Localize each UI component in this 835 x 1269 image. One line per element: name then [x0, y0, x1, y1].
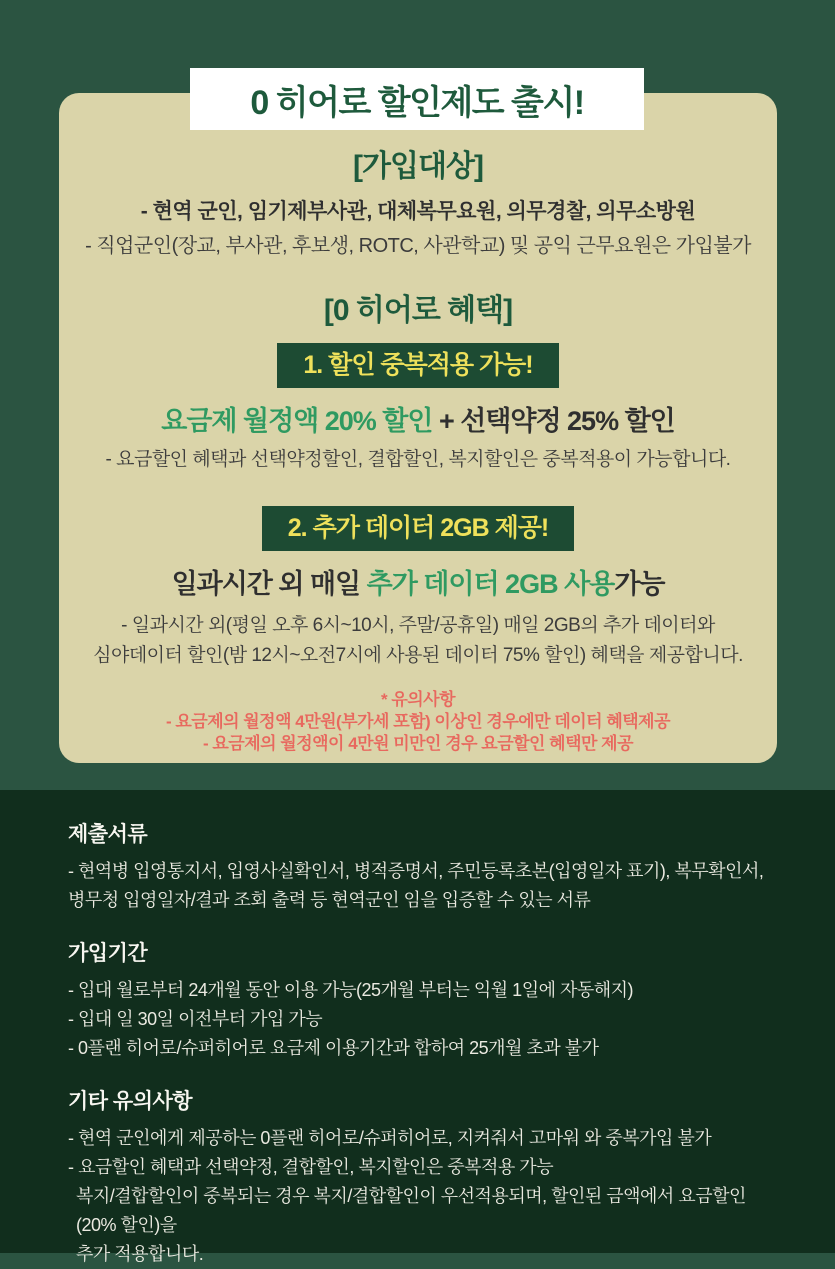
other-notes-line: 복지/결합할인이 중복되는 경우 복지/결합할인이 우선적용되며, 할인된 금액에서 요금할인(20% 할인)을 — [76, 1186, 746, 1235]
caution-title: * 유의사항 — [380, 690, 456, 709]
benefit2-note-line1: - 일과시간 외(평일 오후 6시~10시, 주말/공휴일) 매일 2GB의 추가 데이터와 — [121, 615, 715, 636]
benefit2-headline-prefix: 일과시간 외 매일 — [171, 569, 367, 599]
other-notes-line: - 현역 군인에게 제공하는 0플랜 히어로/슈퍼히어로, 지켜줘서 고마워 와 중복가입 불가 — [68, 1128, 712, 1148]
promo-card — [59, 93, 777, 763]
footer-section-other-notes — [68, 1087, 785, 1269]
benefit2-note-line2: 심야데이터 할인(밤 12시~오전7시에 사용된 데이터 75% 할인) 혜택을 제공합니다. — [93, 645, 743, 666]
benefit1-note: - 요금할인 혜택과 선택약정할인, 결합할인, 복지할인은 중복적용이 가능합니다. — [105, 449, 731, 470]
documents-heading: 제출서류 — [68, 823, 148, 846]
benefit2-headline — [59, 567, 777, 601]
benefits-heading: [0 히어로 혜택] — [323, 294, 513, 327]
eligibility-line-secondary: - 직업군인(장교, 부사관, 후보생, ROTC, 사관학교) 및 공익 근무요원은 가입불가 — [85, 235, 751, 257]
other-notes-heading: 기타 유의사항 — [68, 1090, 193, 1113]
documents-line: 병무청 입영일자/결과 조회 출력 등 현역군인 임을 입증할 수 있는 서류 — [68, 890, 591, 910]
benefit1-headline-green: 요금제 월정액 20% 할인 — [161, 406, 433, 436]
title-banner — [190, 68, 644, 130]
caution-line-1: - 요금제의 월정액 4만원(부가세 포함) 이상인 경우에만 데이터 혜택제공 — [165, 712, 671, 731]
footer-section-period — [68, 939, 785, 1063]
benefit1-headline — [59, 404, 777, 438]
footer-section-documents — [68, 820, 785, 915]
benefit2-note — [59, 611, 777, 671]
benefit1-badge-row — [59, 329, 777, 388]
eligibility-heading: [가입대상] — [353, 150, 483, 183]
banner-title: 0 히어로 할인제도 출시! — [250, 83, 584, 122]
period-line: - 입대 월로부터 24개월 동안 이용 가능(25개월 부터는 익월 1일에 자동해지) — [68, 980, 634, 1000]
other-notes-line: - 요금할인 혜택과 선택약정, 결합할인, 복지할인은 중복적용 가능 — [68, 1157, 554, 1177]
benefit2-headline-suffix: 가능 — [614, 569, 665, 599]
benefit1-headline-rest: + 선택약정 25% 할인 — [432, 406, 675, 436]
footer-section — [0, 790, 835, 1264]
caution-block — [59, 689, 777, 755]
benefit2-headline-green: 추가 데이터 2GB 사용 — [366, 569, 615, 599]
documents-line: - 현역병 입영통지서, 입영사실확인서, 병적증명서, 주민등록초본(입영일자 표기), 복무확인서, — [68, 861, 764, 881]
eligibility-line-primary: - 현역 군인, 임기제부사관, 대체복무요원, 의무경찰, 의무소방원 — [140, 200, 696, 223]
caution-line-2: - 요금제의 월정액이 4만원 미만인 경우 요금할인 혜택만 제공 — [202, 734, 634, 753]
period-line: - 입대 일 30일 이전부터 가입 가능 — [68, 1009, 323, 1029]
other-notes-line: 추가 적용합니다. — [76, 1244, 204, 1264]
period-line: - 0플랜 히어로/슈퍼히어로 요금제 이용기간과 합하여 25개월 초과 불가 — [68, 1038, 599, 1058]
period-heading: 가입기간 — [68, 942, 148, 965]
benefit2-badge: 2. 추가 데이터 2GB 제공! — [262, 506, 574, 551]
benefit2-badge-row — [59, 472, 777, 551]
benefit1-badge: 1. 할인 중복적용 가능! — [277, 343, 558, 388]
